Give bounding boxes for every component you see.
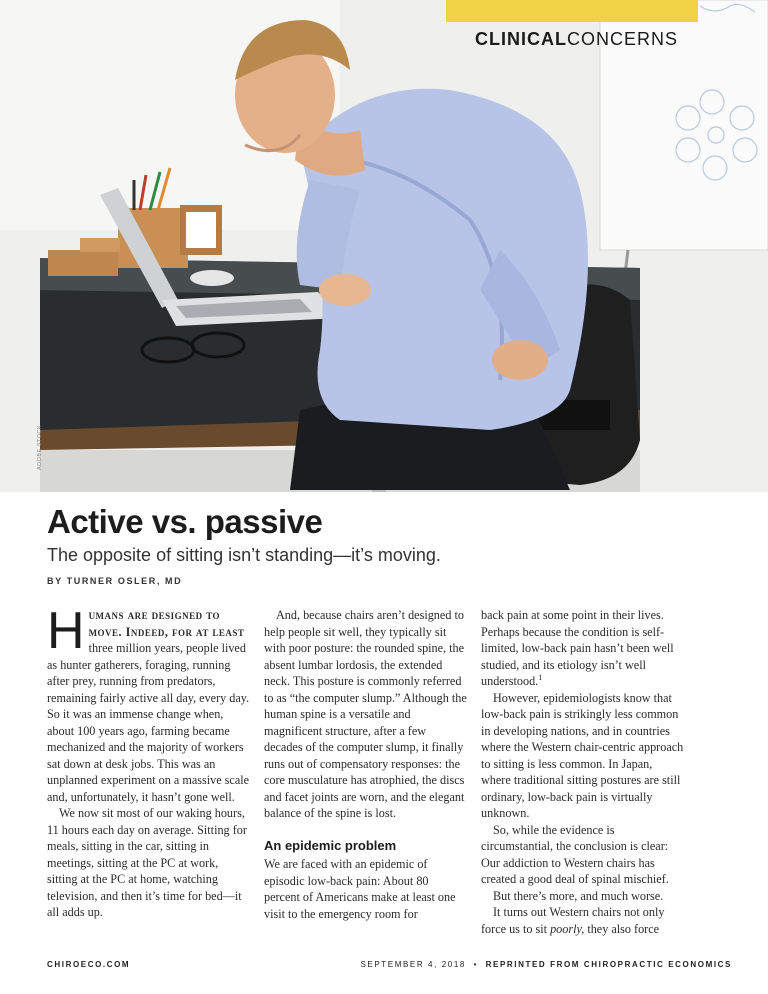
section-heading: An epidemic problem bbox=[264, 837, 397, 853]
body-column-3 bbox=[481, 607, 684, 937]
paragraph-text: It turns out Western chairs not only force us to sit bbox=[481, 905, 665, 936]
footer-date: SEPTEMBER 4, 2018 bbox=[360, 960, 466, 969]
footer-source: REPRINTED FROM CHIROPRACTIC ECONOMICS bbox=[485, 960, 732, 969]
paragraph bbox=[481, 607, 684, 690]
body-column-1 bbox=[47, 602, 250, 921]
paragraph: We are faced with an epidemic of episodic low-back pain: About 80 percent of Americans make at least one visit to the emergency room for bbox=[264, 857, 456, 921]
office-scene-illustration bbox=[0, 0, 768, 492]
section-label-light: CONCERNS bbox=[566, 29, 678, 49]
body-column-2 bbox=[264, 607, 467, 922]
paragraph-text: they also force bbox=[584, 921, 660, 936]
emphasis: poorly, bbox=[550, 921, 585, 936]
drop-cap: H bbox=[47, 602, 85, 660]
article-subtitle: The opposite of sitting isn’t standing—it’s moving. bbox=[47, 545, 441, 565]
paragraph-text: three million years, people lived as hunter gatherers, foraging, running after prey, running from predators, remaining fairly active all day, every day. So it was an immense change when, about 100 years ago, farming became mechanized and the majority of workers sat down at desk jobs. This was an unplanned experiment on a massive scale and, unfortunately, it hasn’t gone well. bbox=[47, 641, 250, 804]
paragraph: But there’s more, and much worse. bbox=[493, 888, 664, 903]
footer-site: CHIROECO.COM bbox=[47, 960, 131, 969]
paragraph bbox=[47, 602, 250, 805]
article-byline: BY TURNER OSLER, MD bbox=[47, 576, 183, 586]
paragraph: However, epidemiologists know that low-back pain is strikingly less common in developing nations, and in countries where the Western chair-centric approach to sitting is less common. In Japan, where traditional sitting postures are still ordinary, low-back pain is virtually unknown. bbox=[481, 690, 684, 820]
paragraph-text: back pain at some point in their lives. Perhaps because the condition is self-limited, low-back pain hasn’t been well studied, and its etiology isn’t well understood. bbox=[481, 608, 674, 688]
reference-marker: 1 bbox=[538, 672, 543, 682]
paragraph bbox=[481, 904, 684, 937]
hero-photo bbox=[0, 0, 768, 492]
article-title: Active vs. passive bbox=[47, 503, 323, 540]
paragraph: So, while the evidence is circumstantial, the conclusion is clear: Our addiction to Western chairs has created a good deal of spinal mischief. bbox=[481, 822, 669, 886]
section-label-bold: CLINICAL bbox=[474, 29, 567, 49]
paragraph: We now sit most of our waking hours, 11 hours each day on average. Sitting for meals, sitting in the car, sitting in meetings, sitting at the PC at work, sitting at the PC at home, watching television, and then it’s time for bed—it all adds up. bbox=[47, 806, 247, 919]
photo-credit: ADOBE STOCK bbox=[37, 424, 43, 470]
footer-info bbox=[360, 960, 732, 969]
paragraph: And, because chairs aren’t designed to help people sit well, they typically sit with poor posture: the rounded spine, the absent lumbar lordosis, the extended neck. This posture is commonly referred to as “the computer slump.” Although the human spine is a versatile and magnificent structure, after a few decades of the computer slump, it finally runs out of compensatory responses: the core musculature has atrophied, the discs and facet joints are worn, and the elegant balance of the spine is lost. bbox=[264, 608, 467, 820]
section-label bbox=[475, 29, 678, 50]
section-tab bbox=[446, 0, 698, 22]
footer-bullet: • bbox=[473, 960, 479, 969]
lead-in: umans are designed to move. Indeed, for at least bbox=[88, 608, 245, 639]
